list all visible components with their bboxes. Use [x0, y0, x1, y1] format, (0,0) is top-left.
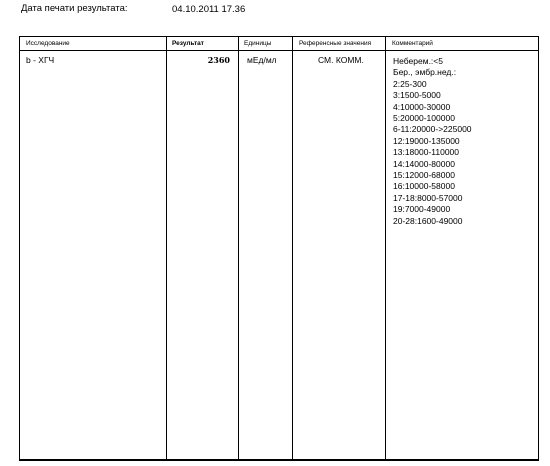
row-reference: СМ. КОММ.: [318, 55, 364, 65]
header-divider: [20, 50, 538, 51]
column-divider-1: [166, 37, 167, 459]
column-divider-2: [238, 37, 239, 459]
row-comment-list: [393, 56, 472, 227]
row-units: мЕд/мл: [247, 55, 277, 65]
comment-line: 13:18000-110000: [393, 147, 460, 158]
comment-line: 4:10000-30000: [393, 101, 451, 112]
column-divider-3: [292, 37, 293, 459]
comment-line: 16:10000-58000: [393, 181, 455, 192]
comment-line: 12:19000-135000: [393, 135, 460, 146]
comment-line: 20-28:1600-49000: [393, 215, 463, 226]
comment-line: 14:14000-80000: [393, 158, 455, 169]
results-table: [19, 36, 539, 461]
column-header-result: Результат: [172, 40, 204, 47]
row-result-value: 2360: [207, 55, 230, 65]
comment-line: Неберем.:<5: [393, 56, 443, 66]
column-header-comment: Комментарий: [392, 40, 433, 47]
comment-line: 6-11:20000->225000: [393, 124, 472, 135]
comment-line: 5:20000-100000: [393, 113, 455, 124]
comment-line: 2:25-300: [393, 78, 427, 89]
comment-line: Бер., эмбр.нед.:: [393, 67, 457, 78]
row-test-name: b - ХГЧ: [26, 55, 55, 65]
column-divider-4: [385, 37, 386, 459]
print-date-value: 04.10.2011 17.36: [172, 4, 246, 15]
column-header-reference: Референсные значения: [299, 40, 372, 47]
comment-line: 15:12000-68000: [393, 170, 455, 181]
column-header-test: Исследование: [26, 40, 70, 47]
comment-line: 19:7000-49000: [393, 204, 451, 215]
comment-line: 3:1500-5000: [393, 90, 441, 101]
comment-line: 17-18:8000-57000: [393, 192, 463, 203]
print-date-label: Дата печати результата:: [21, 3, 128, 14]
column-header-units: Единицы: [244, 40, 272, 47]
